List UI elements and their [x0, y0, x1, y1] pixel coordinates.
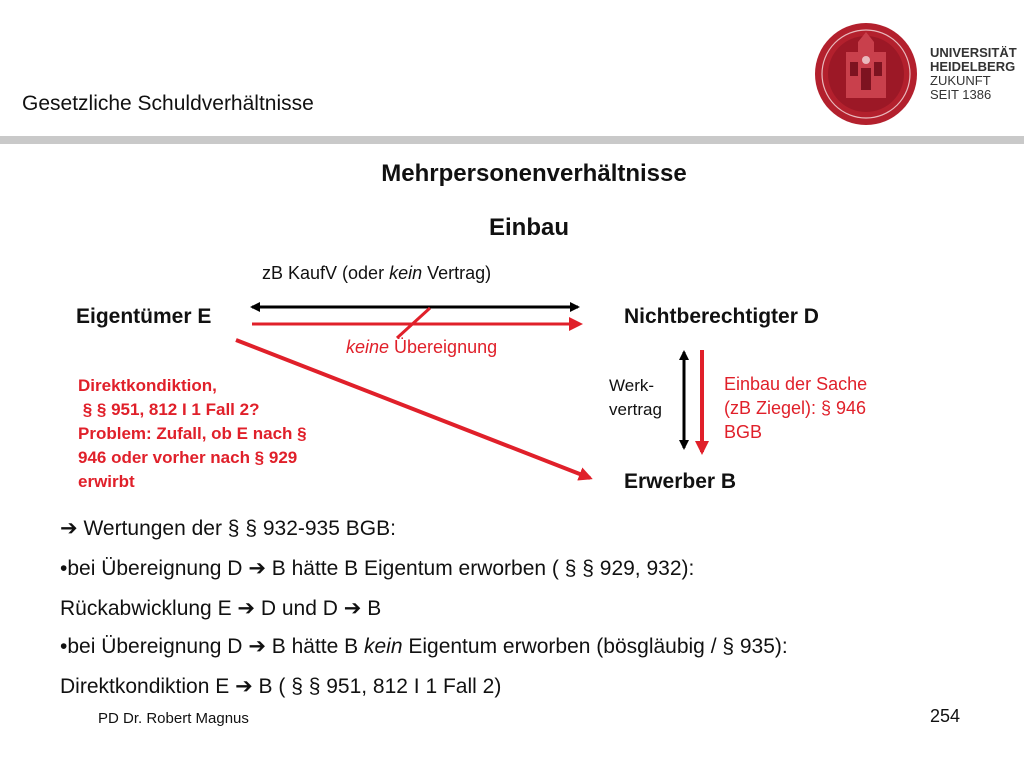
werkvertrag-label — [609, 374, 662, 422]
arrow-right-icon: ➔ — [60, 516, 78, 540]
einbau-line: Einbau der Sache — [724, 374, 868, 394]
university-line-3: ZUKUNFT — [930, 73, 991, 88]
arrow-right-icon: ➔ — [248, 634, 266, 658]
body-text: B ( § § 951, 812 I 1 Fall 2) — [252, 675, 502, 698]
einbau-line: (zB Ziegel): § 946 — [724, 398, 867, 418]
direkt-line: Direktkondiktion, — [78, 376, 217, 395]
contract-label-a: zB KaufV (oder — [262, 263, 390, 283]
slide-title: Mehrpersonenverhältnisse — [381, 160, 687, 187]
page-number: 254 — [930, 706, 961, 726]
werk-line: vertrag — [609, 400, 662, 419]
university-line-1: UNIVERSITÄT — [930, 45, 1017, 60]
direkt-line: § § 951, 812 I 1 Fall 2? — [78, 400, 260, 419]
direkt-line: Problem: Zufall, ob E nach § — [78, 424, 307, 443]
node-nichtberechtigter: Nichtberechtigter D — [624, 305, 819, 328]
contract-label-b: Vertrag) — [422, 263, 492, 283]
body-line-5 — [60, 674, 501, 699]
arrow-right-icon: ➔ — [237, 596, 256, 620]
university-line-2: HEIDELBERG — [930, 59, 1016, 74]
no-transfer-rest: Übereignung — [389, 337, 498, 357]
contract-label-em: kein — [389, 263, 423, 283]
body-text: B — [361, 597, 382, 620]
body-text: Wertungen der § § 932-935 BGB: — [77, 517, 396, 540]
direkt-line: erwirbt — [78, 472, 135, 491]
arrow-right-icon: ➔ — [248, 556, 266, 580]
node-eigentuemer: Eigentümer E — [76, 305, 212, 328]
body-line-3 — [60, 596, 381, 621]
body-text: •bei Übereignung D — [60, 557, 249, 580]
body-line-2 — [60, 556, 694, 581]
einbau-note — [724, 372, 867, 444]
no-transfer-label — [346, 337, 497, 358]
arrow-right-icon: ➔ — [235, 674, 253, 698]
body-text-em: kein — [363, 635, 403, 658]
body-text: Eigentum erworben (bösgläubig / § 935): — [402, 635, 788, 658]
body-text: B hätte B Eigentum erworben ( § § 929, 932): — [265, 557, 695, 580]
body-text: Rückabwicklung E — [60, 597, 238, 620]
body-text: D und D — [255, 597, 344, 620]
body-text: •bei Übereignung D — [60, 635, 249, 658]
body-line-4 — [60, 634, 788, 659]
direktkondiktion-note — [78, 374, 307, 494]
body-text: B hätte B — [265, 635, 364, 658]
contract-label — [262, 263, 491, 284]
werk-line: Werk- — [609, 376, 655, 395]
einbau-line: BGB — [724, 422, 763, 442]
arrow-right-icon: ➔ — [343, 596, 362, 620]
no-transfer-em: keine — [346, 337, 390, 357]
body-text: Direktkondiktion E — [60, 675, 236, 698]
university-line-4: SEIT 1386 — [930, 87, 992, 102]
node-erwerber: Erwerber B — [624, 470, 737, 493]
footer-author: PD Dr. Robert Magnus — [98, 710, 249, 727]
header-title: Gesetzliche Schuldverhältnisse — [22, 92, 314, 115]
direkt-line: 946 oder vorher nach § 929 — [78, 448, 298, 467]
body-line-1 — [60, 516, 396, 541]
slide-subtitle: Einbau — [488, 214, 569, 241]
